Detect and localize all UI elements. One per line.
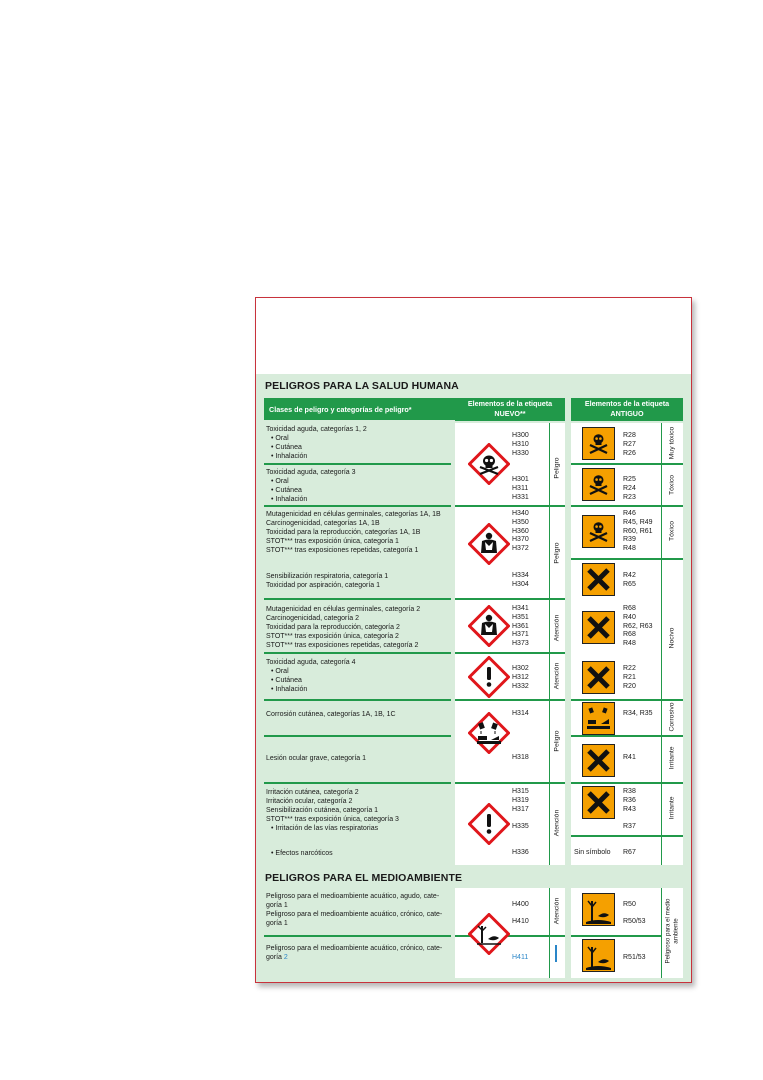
health-hazard-icon bbox=[468, 523, 510, 565]
r-codes: R28 R27 R26 bbox=[623, 432, 636, 457]
row-line: • Oral bbox=[271, 668, 289, 675]
row-line: Toxicidad para la reproducción, categorías 1A, 1B bbox=[266, 529, 421, 536]
r-code: R50 bbox=[623, 901, 636, 908]
row-line: Irritación ocular, categoría 2 bbox=[266, 798, 353, 805]
h-codes: H301 H311 H331 bbox=[512, 476, 529, 501]
row-7-text bbox=[266, 710, 396, 719]
new-divider bbox=[455, 782, 565, 784]
signal-word: Atención bbox=[553, 897, 561, 925]
new-divider bbox=[455, 505, 565, 507]
row-line: • Inhalación bbox=[271, 686, 308, 693]
row-line: Toxicidad aguda, categoría 3 bbox=[266, 469, 356, 476]
old-divider bbox=[571, 782, 683, 784]
row-line: Mutagenicidad en células germinales, categorías 1A, 1B bbox=[266, 511, 441, 518]
old-category-label: Corrosivo bbox=[668, 702, 676, 732]
col-header-new-line2: NUEVO** bbox=[494, 409, 526, 418]
row-line: STOT*** tras exposiciones repetidas, categoría 1 bbox=[266, 547, 419, 554]
old-category-label-line2: ambiente bbox=[672, 918, 679, 944]
signal-word: Atención bbox=[553, 662, 561, 690]
x-cross-icon bbox=[582, 661, 615, 694]
new-divider bbox=[455, 598, 565, 600]
x-cross-icon bbox=[582, 744, 615, 777]
row-divider bbox=[264, 782, 451, 784]
col-header-classes bbox=[264, 398, 456, 420]
signal-bar bbox=[555, 945, 557, 962]
old-category-label bbox=[665, 898, 680, 963]
row-divider bbox=[264, 699, 451, 701]
health-section-title: PELIGROS PARA LA SALUD HUMANA bbox=[265, 380, 459, 392]
environment-icon bbox=[468, 913, 510, 955]
old-divider bbox=[571, 463, 683, 465]
signal-word: Atención bbox=[553, 614, 561, 642]
h-codes: H336 bbox=[512, 849, 529, 856]
row-line: Mutagenicidad en células germinales, categoría 2 bbox=[266, 606, 421, 613]
skull-crossbones-icon bbox=[468, 443, 510, 485]
row-line: Sensibilización respiratoria, categoría 1 bbox=[266, 573, 389, 580]
skull-crossbones-icon bbox=[582, 515, 615, 548]
h-code-link[interactable]: H411 bbox=[512, 954, 529, 961]
signal-word: Peligro bbox=[553, 542, 561, 564]
r-codes: R67 bbox=[623, 849, 636, 856]
old-category-label: Tóxico bbox=[668, 520, 676, 542]
row-line: • Efectos narcóticos bbox=[271, 850, 333, 857]
row-line: • Cutánea bbox=[271, 677, 302, 684]
old-category-label: Irritante bbox=[668, 796, 676, 820]
row-line: Carcinogenicidad, categorías 1A, 1B bbox=[266, 520, 380, 527]
row-line: • Oral bbox=[271, 478, 289, 485]
signal-word: Peligro bbox=[553, 730, 561, 752]
skull-crossbones-icon bbox=[582, 427, 615, 460]
row-line: • Oral bbox=[271, 435, 289, 442]
skull-crossbones-icon bbox=[582, 468, 615, 501]
row-line: STOT*** tras exposición única, categoría 3 bbox=[266, 816, 399, 823]
row-divider bbox=[264, 735, 451, 737]
row-line: Peligroso para el medioambiente acuático, crónico, cate- bbox=[266, 945, 443, 952]
r-codes: R68 R40 R62, R63 R68 R48 bbox=[623, 605, 653, 648]
env-row-divider bbox=[264, 935, 451, 937]
corrosion-icon bbox=[468, 712, 510, 754]
r-code: R50/53 bbox=[623, 918, 646, 925]
old-divider bbox=[571, 558, 683, 560]
h-codes: H340 H350 H360 H370 H372 bbox=[512, 510, 529, 553]
row-line bbox=[266, 953, 442, 962]
x-cross-icon bbox=[582, 563, 615, 596]
h-codes: H334 H304 bbox=[512, 572, 529, 588]
safety-data-sheet bbox=[255, 297, 692, 983]
row-4-text bbox=[266, 572, 388, 590]
h-codes: H300 H310 H330 bbox=[512, 432, 529, 457]
col-header-old-line2: ANTIGUO bbox=[610, 409, 644, 418]
r-codes: R25 R24 R23 bbox=[623, 476, 636, 501]
row-5-text bbox=[266, 605, 420, 650]
row-line: • Inhalación bbox=[271, 453, 308, 460]
row-line: • Cutánea bbox=[271, 487, 302, 494]
row-9-text bbox=[266, 788, 399, 833]
h-codes: H302 H312 H332 bbox=[512, 665, 529, 690]
old-category-label: Nocivo bbox=[668, 627, 676, 649]
old-divider bbox=[571, 735, 683, 737]
env-label-divider bbox=[661, 888, 662, 978]
h-codes: H315 H319 H317 H335 bbox=[512, 788, 529, 831]
row-line: goría 1 bbox=[266, 920, 288, 927]
environment-icon bbox=[582, 893, 615, 926]
row-line: Toxicidad por aspiración, categoría 1 bbox=[266, 582, 381, 589]
signal-word: Peligro bbox=[553, 457, 561, 479]
row-line: Toxicidad aguda, categoría 4 bbox=[266, 659, 356, 666]
row-line: Sensibilización cutánea, categoría 1 bbox=[266, 807, 379, 814]
row-line: Peligroso para el medioambiente acuático, crónico, cate- bbox=[266, 911, 443, 918]
r-codes: R22 R21 R20 bbox=[623, 665, 636, 690]
r-codes: R41 bbox=[623, 754, 636, 761]
r-codes: R34, R35 bbox=[623, 710, 653, 717]
old-category-label: Muy tóxico bbox=[668, 426, 676, 460]
old-category-label-line1: Peligroso para el medio bbox=[664, 898, 672, 964]
row-line-text: goría bbox=[266, 954, 284, 961]
row-line: Irritación cutánea, categoría 2 bbox=[266, 789, 359, 796]
health-hazard-icon bbox=[468, 605, 510, 647]
h-codes: H341 H351 H361 H371 H373 bbox=[512, 605, 529, 648]
old-divider bbox=[571, 835, 683, 837]
row-divider bbox=[264, 598, 451, 600]
x-cross-icon bbox=[582, 786, 615, 819]
new-divider bbox=[455, 652, 565, 654]
no-symbol-label: Sin símbolo bbox=[574, 849, 611, 856]
env-row-2-text bbox=[266, 944, 442, 962]
old-label-divider bbox=[661, 423, 662, 865]
corrosion-icon bbox=[582, 702, 615, 735]
row-1-text bbox=[266, 425, 367, 461]
row-line: Corrosión cutánea, categorías 1A, 1B, 1C bbox=[266, 711, 396, 718]
col-header-old-line1: Elementos de la etiqueta bbox=[584, 399, 670, 408]
old-divider bbox=[571, 505, 683, 507]
h-code: H410 bbox=[512, 918, 529, 925]
row-10-text bbox=[271, 849, 333, 858]
row-line: • Cutánea bbox=[271, 444, 302, 451]
col-header-classes-label: Clases de peligro y categorías de peligro* bbox=[269, 404, 412, 414]
h-codes: H314 bbox=[512, 710, 529, 717]
old-category-label: Irritante bbox=[668, 746, 676, 770]
row-line: Lesión ocular grave, categoría 1 bbox=[266, 755, 367, 762]
row-line: Toxicidad aguda, categorías 1, 2 bbox=[266, 426, 367, 433]
row-divider bbox=[264, 652, 451, 654]
h-codes: H318 bbox=[512, 754, 529, 761]
row-line: STOT*** tras exposiciones repetidas, categoría 2 bbox=[266, 642, 419, 649]
exclamation-icon bbox=[468, 803, 510, 845]
col-header-new bbox=[455, 398, 565, 421]
x-cross-icon bbox=[582, 611, 615, 644]
r-codes: R38 R36 R43 R37 bbox=[623, 788, 636, 831]
col-header-old bbox=[571, 398, 683, 421]
env-section-title: PELIGROS PARA EL MEDIOAMBIENTE bbox=[265, 872, 463, 884]
row-line: goría 1 bbox=[266, 902, 288, 909]
new-divider bbox=[455, 699, 565, 701]
row-divider bbox=[264, 505, 451, 507]
row-line: Peligroso para el medioambiente acuático, agudo, cate- bbox=[266, 893, 440, 900]
row-8-text bbox=[266, 754, 366, 763]
old-category-label: Tóxico bbox=[668, 474, 676, 496]
r-codes: R42 R65 bbox=[623, 572, 636, 588]
category-link[interactable]: 2 bbox=[283, 954, 288, 961]
row-2-text bbox=[266, 468, 356, 504]
blank-header-area bbox=[256, 298, 691, 374]
new-signal-divider bbox=[549, 423, 550, 865]
exclamation-icon bbox=[468, 656, 510, 698]
env-row-1-text bbox=[266, 892, 442, 928]
row-line: STOT*** tras exposición única, categoría 2 bbox=[266, 633, 399, 640]
row-line: • Inhalación bbox=[271, 496, 308, 503]
h-code: H400 bbox=[512, 901, 529, 908]
env-old-divider bbox=[571, 935, 661, 937]
row-divider bbox=[264, 463, 451, 465]
row-line: • Irritación de las vías respiratorias bbox=[271, 825, 379, 832]
r-code: R51/53 bbox=[623, 954, 646, 961]
r-codes: R46 R45, R49 R60, R61 R39 R48 bbox=[623, 510, 653, 553]
signal-word: Atención bbox=[553, 809, 561, 837]
row-3-text bbox=[266, 510, 441, 555]
row-line: Toxicidad para la reproducción, categoría 2 bbox=[266, 624, 400, 631]
row-line: Carcinogenicidad, categoría 2 bbox=[266, 615, 360, 622]
row-6-text bbox=[266, 658, 356, 694]
old-divider bbox=[571, 699, 683, 701]
env-signal-divider bbox=[549, 888, 550, 978]
row-line: STOT*** tras exposición única, categoría 1 bbox=[266, 538, 399, 545]
col-header-new-line1: Elementos de la etiqueta bbox=[467, 399, 553, 408]
environment-icon bbox=[582, 939, 615, 972]
